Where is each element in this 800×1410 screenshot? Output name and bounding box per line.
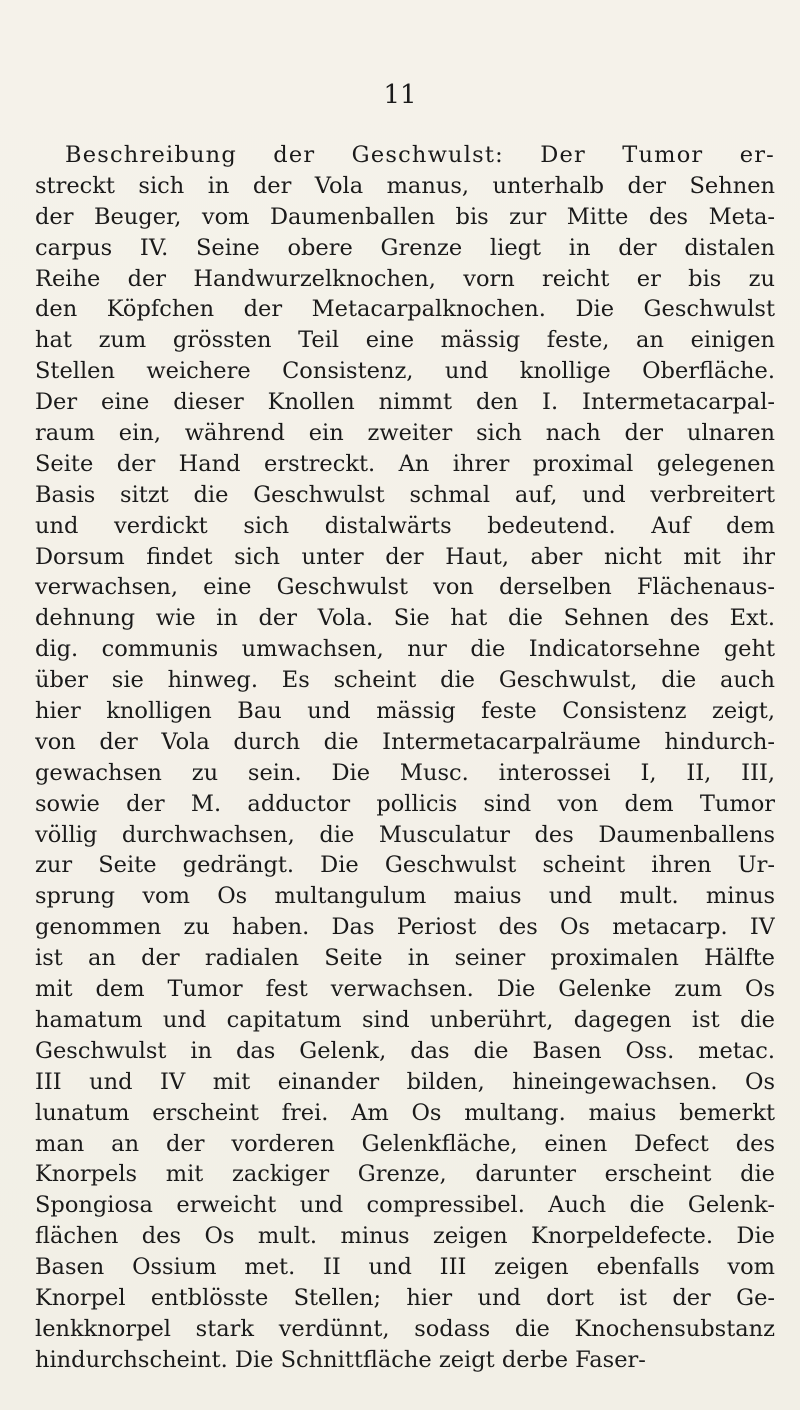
text-line: hat zum grössten Teil eine mässig feste, an einigen (35, 327, 775, 354)
text-line: flächen des Os mult. minus zeigen Knorpeldefecte. Die (35, 1223, 775, 1250)
text-line: verwachsen, eine Geschwulst von derselben Flächenaus- (35, 574, 775, 601)
text-line: über sie hinweg. Es scheint die Geschwulst, die auch (35, 667, 775, 694)
text-line: dig. communis umwachsen, nur die Indicatorsehne geht (35, 636, 775, 663)
text-line: Seite der Hand erstreckt. An ihrer proximal gelegenen (35, 450, 775, 477)
text-line: lunatum erscheint frei. Am Os multang. maius bemerkt (35, 1099, 775, 1126)
body-text (35, 140, 775, 1376)
text-line: Dorsum findet sich unter der Haut, aber nicht mit ihr (35, 543, 775, 570)
text-line: streckt sich in der Vola manus, unterhalb der Sehnen (35, 172, 775, 199)
text-line: Beschreibung der Geschwulst: Der Tumor er- (65, 142, 775, 168)
text-line: Basen Ossium met. II und III zeigen ebenfalls vom (35, 1254, 775, 1281)
text-line: sowie der M. adductor pollicis sind von dem Tumor (35, 790, 775, 817)
text-line: Knorpel entblösste Stellen; hier und dort ist der Ge- (35, 1284, 775, 1311)
text-line: sprung vom Os multangulum maius und mult. minus (35, 883, 775, 910)
text-line: lenkknorpel stark verdünnt, sodass die Knochensubstanz (35, 1315, 775, 1342)
text-line: carpus IV. Seine obere Grenze liegt in der distalen (35, 234, 775, 261)
page-number: 11 (383, 80, 417, 110)
text-line: gewachsen zu sein. Die Musc. interossei I, II, III, (35, 759, 775, 786)
text-line: III und IV mit einander bilden, hineingewachsen. Os (35, 1068, 775, 1095)
text-line: genommen zu haben. Das Periost des Os metacarp. IV (35, 914, 775, 941)
text-line: Der eine dieser Knollen nimmt den I. Intermetacarpal- (35, 389, 775, 416)
text-line: den Köpfchen der Metacarpalknochen. Die Geschwulst (35, 296, 775, 323)
text-line: hindurchscheint. Die Schnittfläche zeigt derbe Faser- (35, 1346, 646, 1373)
text-line: man an der vorderen Gelenkfläche, einen Defect des (35, 1130, 775, 1157)
text-line: der Beuger, vom Daumenballen bis zur Mitte des Meta- (35, 203, 775, 230)
text-line: Knorpels mit zackiger Grenze, darunter erscheint die (35, 1161, 775, 1188)
text-line: Geschwulst in das Gelenk, das die Basen Oss. metac. (35, 1037, 775, 1064)
text-line: Reihe der Handwurzelknochen, vorn reicht er bis zu (35, 265, 775, 292)
text-line: zur Seite gedrängt. Die Geschwulst scheint ihren Ur- (35, 852, 775, 879)
text-line: Basis sitzt die Geschwulst schmal auf, und verbreitert (35, 481, 775, 508)
text-line: ist an der radialen Seite in seiner proximalen Hälfte (35, 945, 775, 972)
text-line: hamatum und capitatum sind unberührt, dagegen ist die (35, 1006, 775, 1033)
text-line: völlig durchwachsen, die Musculatur des Daumenballens (35, 821, 775, 848)
text-line: von der Vola durch die Intermetacarpalräume hindurch- (35, 728, 775, 755)
text-line: dehnung wie in der Vola. Sie hat die Sehnen des Ext. (35, 605, 775, 632)
text-line: Spongiosa erweicht und compressibel. Auch die Gelenk- (35, 1192, 775, 1219)
text-line: raum ein, während ein zweiter sich nach der ulnaren (35, 420, 775, 447)
text-line: mit dem Tumor fest verwachsen. Die Gelenke zum Os (35, 976, 775, 1003)
text-line: Stellen weichere Consistenz, und knollige Oberfläche. (35, 358, 775, 385)
text-line: und verdickt sich distalwärts bedeutend. Auf dem (35, 512, 775, 539)
text-line: hier knolligen Bau und mässig feste Consistenz zeigt, (35, 698, 775, 725)
